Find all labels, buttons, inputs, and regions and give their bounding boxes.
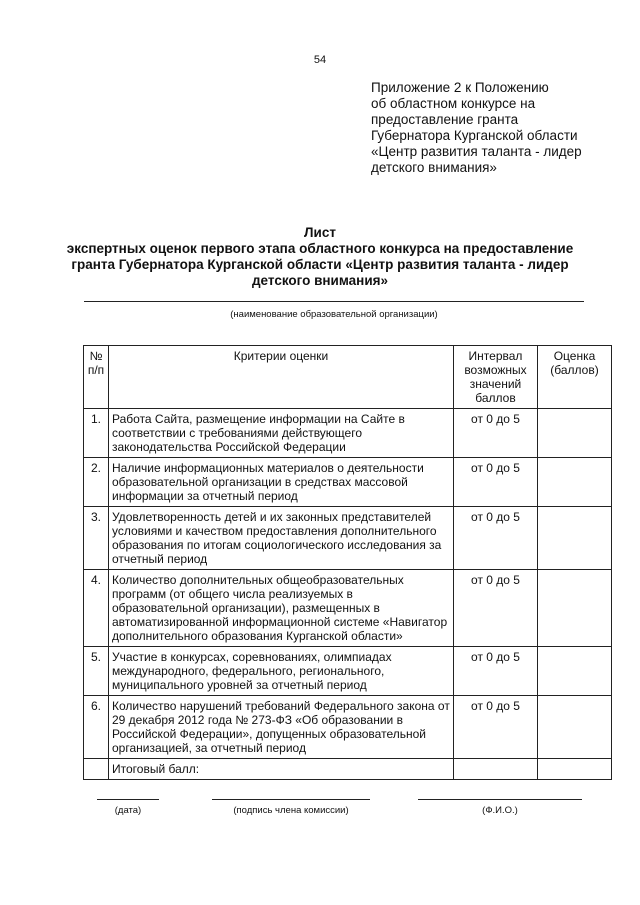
row-criteria: Работа Сайта, размещение информации на Сайте в соответствии с требованиями действующего законодательства Российской Федерации [109, 409, 454, 458]
full-name-line[interactable] [418, 799, 582, 800]
row-score-cell[interactable] [538, 409, 612, 458]
document-title [60, 225, 580, 289]
row-score-cell[interactable] [538, 647, 612, 696]
full-name-caption: (Ф.И.О.) [482, 805, 518, 816]
table-total-row [84, 759, 612, 780]
total-label: Итоговый балл: [109, 759, 454, 780]
row-num: 5. [84, 647, 109, 696]
row-range: от 0 до 5 [454, 409, 538, 458]
header-num: № п/п [84, 346, 109, 409]
row-num: 2. [84, 458, 109, 507]
table-row [84, 647, 612, 696]
table-header-row [84, 346, 612, 409]
criteria-table [83, 345, 612, 780]
table-row [84, 507, 612, 570]
row-criteria: Количество нарушений требований Федерального закона от 29 декабря 2012 года № 273-ФЗ «Об образовании в Российской Федерации», допущенных образовательной организацией, за отчетный период [109, 696, 454, 759]
title-line: экспертных оценок первого этапа областного конкурса на предоставление [66, 241, 574, 256]
organization-caption: (наименование образовательной организации) [230, 309, 438, 320]
row-score-cell[interactable] [538, 507, 612, 570]
row-num: 6. [84, 696, 109, 759]
date-line[interactable] [97, 799, 159, 800]
title-line: Лист [304, 225, 336, 240]
appendix-line: предоставление гранта [371, 112, 519, 127]
row-num: 1. [84, 409, 109, 458]
appendix-line: детского внимания» [371, 160, 497, 175]
appendix-line: об областном конкурсе на [371, 96, 536, 111]
appendix-line: Приложение 2 к Положению [371, 80, 549, 95]
header-range: Интервал возможных значений баллов [454, 346, 538, 409]
row-score-cell[interactable] [538, 696, 612, 759]
row-range: от 0 до 5 [454, 647, 538, 696]
table-row [84, 458, 612, 507]
total-range-cell [454, 759, 538, 780]
table-row [84, 696, 612, 759]
title-line: детского внимания» [251, 273, 388, 288]
total-score-cell[interactable] [538, 759, 612, 780]
total-num-cell [84, 759, 109, 780]
header-criteria: Критерии оценки [109, 346, 454, 409]
signature-caption: (подпись члена комиссии) [233, 805, 349, 816]
row-range: от 0 до 5 [454, 696, 538, 759]
row-criteria: Участие в конкурсах, соревнованиях, олимпиадах международного, федерального, регионального, муниципального уровней за отчетный период [109, 647, 454, 696]
appendix-line: Губернатора Курганской области [371, 128, 578, 143]
header-score: Оценка (баллов) [538, 346, 612, 409]
row-score-cell[interactable] [538, 458, 612, 507]
table-row [84, 570, 612, 647]
title-line: гранта Губернатора Курганской области «Центр развития таланта - лидер [71, 257, 569, 272]
row-range: от 0 до 5 [454, 458, 538, 507]
row-criteria: Удовлетворенность детей и их законных представителей условиями и качеством предоставления дополнительного образования по итогам социологического исследования за отчетный период [109, 507, 454, 570]
row-num: 3. [84, 507, 109, 570]
organization-name-line[interactable] [84, 301, 584, 302]
date-caption: (дата) [114, 805, 142, 816]
appendix-note [371, 80, 621, 176]
appendix-line: «Центр развития таланта - лидер [371, 144, 582, 159]
signature-line[interactable] [212, 799, 370, 800]
row-range: от 0 до 5 [454, 507, 538, 570]
table-row [84, 409, 612, 458]
row-criteria: Наличие информационных материалов о деятельности образовательной организации в средствах массовой информации за отчетный период [109, 458, 454, 507]
page-number: 54 [313, 54, 327, 66]
row-num: 4. [84, 570, 109, 647]
row-range: от 0 до 5 [454, 570, 538, 647]
row-criteria: Количество дополнительных общеобразовательных программ (от общего числа реализуемых в образовательной организации), размещенных в автоматизированной информационной системе «Навигатор дополнительного образования Курганской области» [109, 570, 454, 647]
row-score-cell[interactable] [538, 570, 612, 647]
